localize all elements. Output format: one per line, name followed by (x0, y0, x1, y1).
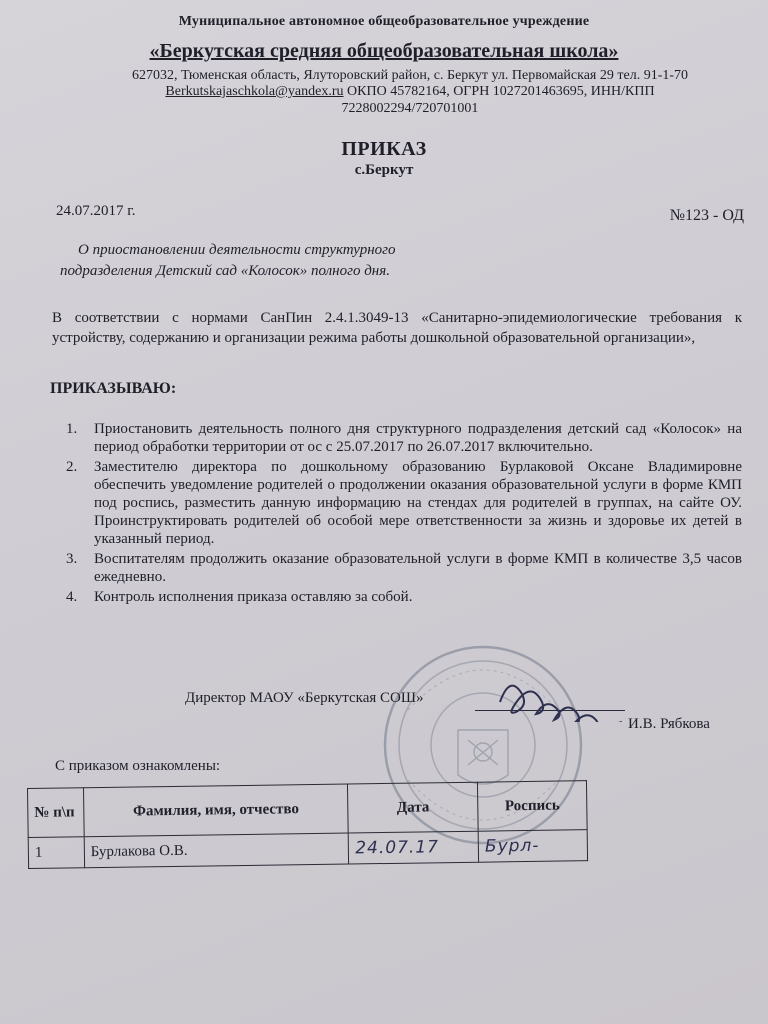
order-item (62, 420, 742, 456)
acknowledgement-table (27, 780, 588, 869)
address-line-3: 7228002294/720701001 (341, 101, 479, 116)
item-number: 3. (66, 551, 78, 567)
order-item (62, 458, 742, 548)
row-signature: Бурл- (478, 830, 587, 863)
document-title: ПРИКАЗ (341, 138, 427, 160)
director-name: И.В. Рябкова (628, 716, 710, 732)
item-text: Воспитателям продолжить оказание образовательной услуги в форме КМП в количестве 3,5 часов ежедневно. (94, 551, 742, 585)
item-number: 4. (66, 589, 78, 605)
order-heading: ПРИКАЗЫВАЮ: (50, 380, 177, 397)
table-row (28, 830, 587, 869)
col-number: № п\п (28, 788, 85, 838)
codes-text: ОКПО 45782164, ОГРН 1027201463695, ИНН/КПП (343, 84, 655, 99)
document-preamble: В соответствии с нормами СанПин 2.4.1.3049-13 «Санитарно-эпидемиологические требования к устройству, содержанию и организации режима работы дошкольной образовательной организации», (52, 310, 742, 346)
director-label: Директор МАОУ «Беркутская СОШ» (185, 690, 424, 706)
document-place: с.Беркут (354, 162, 414, 178)
row-date: 24.07.17 (349, 831, 479, 864)
col-signature: Роспись (478, 781, 588, 832)
order-item (62, 588, 742, 606)
document-number: №123 - ОД (669, 207, 744, 224)
org-name: «Беркутская средняя общеобразовательная школа» (149, 40, 619, 62)
document-subject: О приостановлении деятельности структурного подразделения Детский сад «Колосок» полного дня. (60, 242, 396, 279)
familiarized-label: С приказом ознакомлены: (55, 758, 221, 774)
col-name: Фамилия, имя, отчество (83, 784, 348, 837)
row-number: 1 (28, 837, 84, 869)
item-number: 2. (66, 459, 78, 475)
org-type: Муниципальное автономное общеобразовательное учреждение (178, 14, 590, 29)
table-header-row (28, 781, 588, 838)
item-text: Заместителю директора по дошкольному образованию Бурлаковой Оксане Владимировне обеспечить уведомление родителей о продолжении оказания образовательной услуги в форме КМП под роспись, разместить данную информацию на стендах для родителей в группах, на сайте ОУ. Проинструктировать родителей об особой мере ответственности за жизнь и здоровье их детей в указанный период. (94, 459, 742, 547)
item-number: 1. (66, 421, 78, 437)
director-signature-icon (495, 672, 635, 722)
document-date: 24.07.2017 г. (56, 203, 136, 219)
order-item (62, 550, 742, 586)
row-name: Бурлакова О.В. (84, 833, 349, 868)
col-date: Дата (348, 782, 478, 833)
email-link[interactable]: Berkutskajaschkola@yandex.ru (165, 84, 344, 99)
address-line-1: 627032, Тюменская область, Ялуторовский район, с. Беркут ул. Первомайская 29 тел. 91-1-70 (131, 68, 689, 83)
item-text: Контроль исполнения приказа оставляю за собой. (94, 589, 413, 605)
item-text: Приостановить деятельность полного дня структурного подразделения детский сад «Колосок» на период обработки территории от ос с 25.07.2017 по 26.07.2017 включительно. (94, 421, 742, 455)
address-line-2 (60, 83, 760, 101)
order-items (62, 420, 742, 608)
